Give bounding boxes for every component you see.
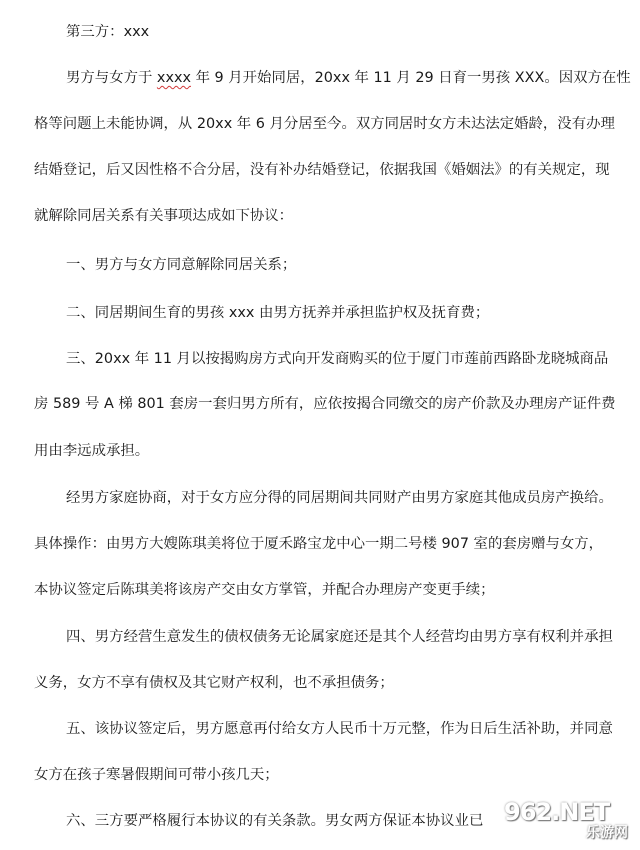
doc-line-14: 四、男方经营生意发生的债权债务无论属家庭还是其个人经营均由男方享有权利并承担	[66, 629, 613, 645]
doc-line-5: 就解除同居关系有关事项达成如下协议：	[34, 208, 294, 224]
doc-line-9: 房 589 号 A 梯 801 套房一套归男方所有，应依按揭合同缴交的房产价款及办理房产证件费	[34, 396, 616, 412]
doc-line-8: 三、20xx 年 11 月以按揭购房方式向开发商购买的位于厦门市莲前西路卧龙晓城商品	[66, 351, 609, 367]
doc-line-11: 经男方家庭协商，对于女方应分得的同居期间共同财产由男方家庭其他成员房产换给。	[66, 490, 613, 506]
doc-line-18: 六、三方要严格履行本协议的有关条款。男女两方保证本协议业已	[66, 813, 484, 829]
spelling-underline-text: xxxx	[156, 70, 191, 86]
doc-line-2-pre: 男方与女方于	[66, 70, 157, 86]
doc-line-16: 五、该协议签定后，男方愿意再付给女方人民币十万元整，作为日后生活补助，并同意	[66, 721, 613, 737]
doc-line-2	[0, 66, 640, 90]
doc-line-15: 义务，女方不享有债权及其它财产权利，也不承担债务；	[34, 675, 394, 691]
doc-line-6: 一、男方与女方同意解除同居关系；	[66, 257, 297, 273]
watermark-subtitle: 乐游网	[586, 825, 628, 841]
doc-line-1: 第三方：xxx	[66, 24, 150, 40]
doc-line-7: 二、同居期间生育的男孩 xxx 由男方抚养并承担监护权及抚育费；	[66, 305, 490, 321]
doc-line-4: 结婚登记，后又因性格不合分居，没有补办结婚登记，依据我国《婚姻法》的有关规定，现	[34, 162, 610, 178]
watermark-brand: 962.NET	[504, 798, 610, 826]
doc-line-17: 女方在孩子寒暑假期间可带小孩几天；	[34, 767, 279, 783]
doc-line-2-post: 年 9 月开始同居，20xx 年 11 月 29 日育一男孩 XXX。因双方在性	[191, 70, 631, 86]
doc-line-3: 格等问题上未能协调，从 20xx 年 6 月分居至今。双方同居时女方未达法定婚龄，没有办理	[34, 116, 615, 132]
doc-line-10: 用由李远成承担。	[34, 443, 150, 459]
doc-line-13: 本协议签定后陈琪美将该房产交由女方掌管，并配合办理房产变更手续；	[34, 582, 495, 598]
doc-line-12: 具体操作：由男方大嫂陈琪美将位于厦禾路宝龙中心一期二号楼 907 室的套房赠与女方，	[34, 536, 604, 552]
site-watermark-logo	[504, 796, 632, 844]
